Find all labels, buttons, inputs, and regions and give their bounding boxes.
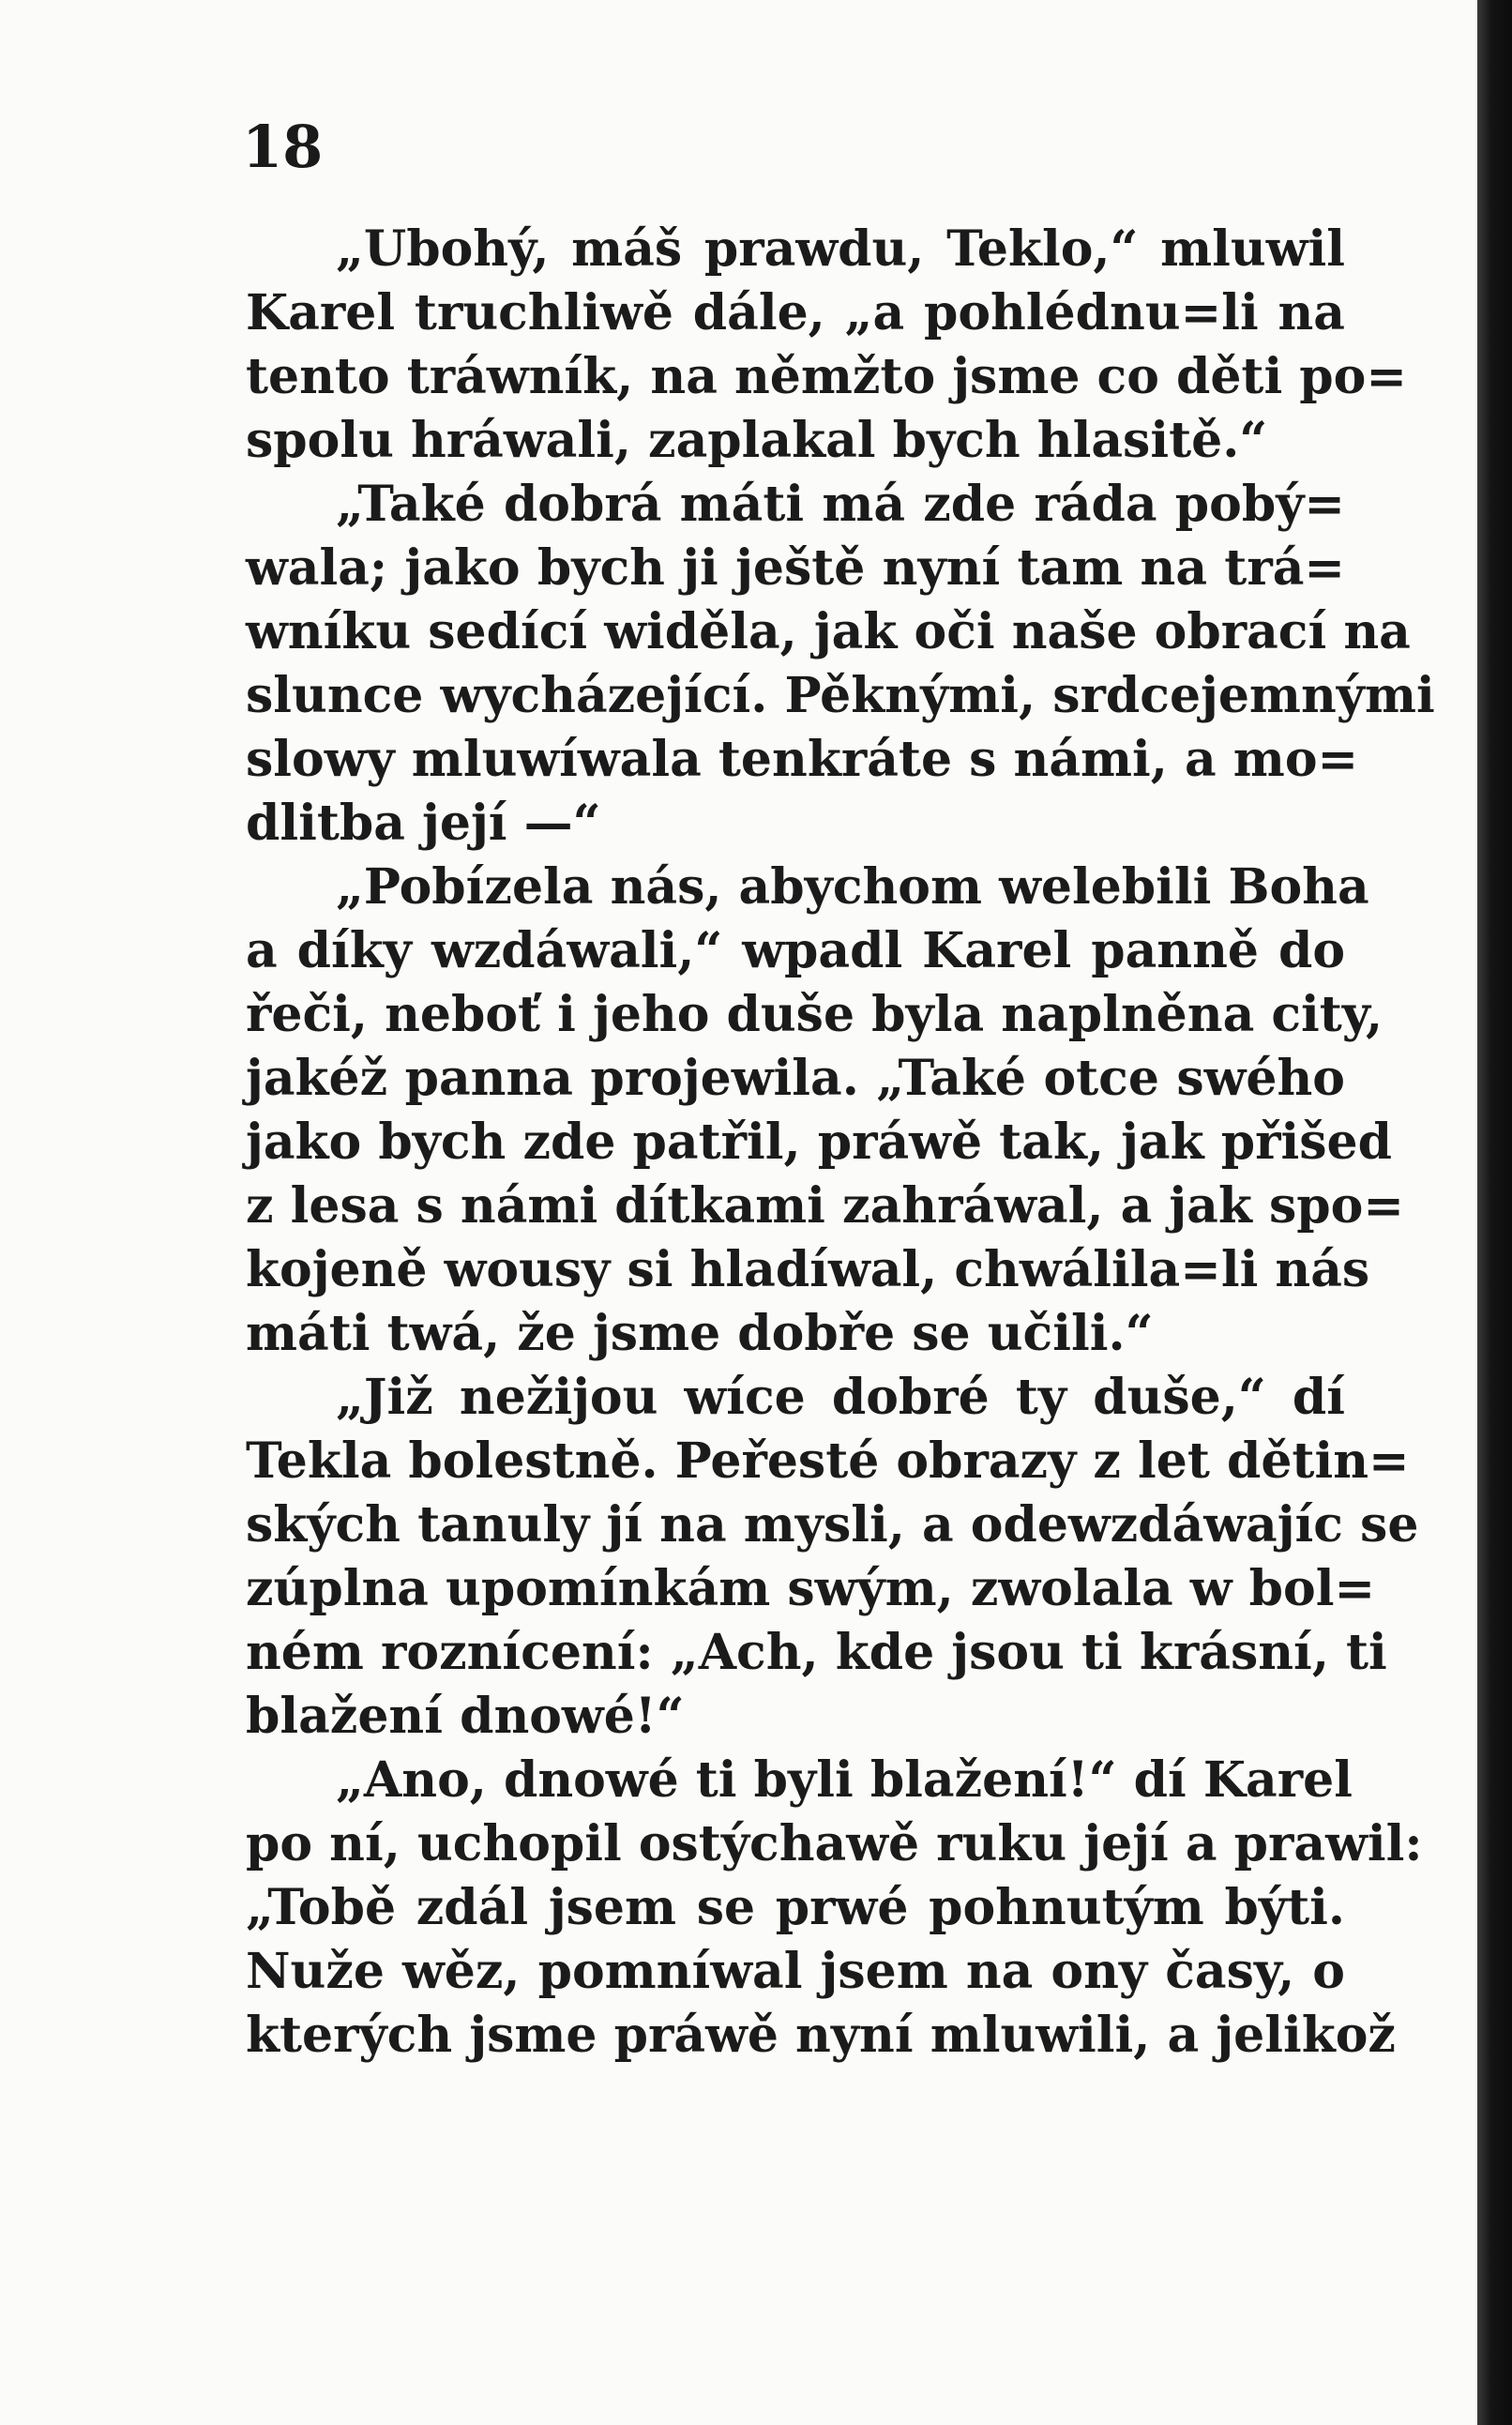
page-edge-shadow [1477,0,1512,2425]
text-line: spolu hráwali, zaplakal bych hlasitě.“ [246,412,1268,469]
text-line: z lesa s námi dítkami zahráwal, a jak spo= [246,1177,1404,1235]
text-line: jakéž panna projewila. „Také otce swého [246,1050,1345,1107]
text-line: zúplna upomínkám swým, zwolala w bol= [246,1560,1376,1617]
text-line: slunce wycházející. Pěknými, srdcejemnými [246,667,1435,724]
text-line: máti twá, že jsme dobře se učili.“ [246,1305,1154,1362]
page-text [246,218,1435,2068]
text-line: Karel truchliwě dále, „a pohlédnu=li na [246,284,1345,341]
text-line: ských tanuly jí na mysli, a odewzdáwajíc se [246,1496,1419,1554]
text-line: dlitba její —“ [246,795,601,852]
text-line: wníku sedící widěla, jak oči naše obrací na [246,603,1411,660]
text-line: „Pobízela nás, abychom welebili Boha [336,858,1369,916]
text-line: po ní, uchopil ostýchawě ruku její a prawil: [246,1815,1423,1872]
text-line: blažení dnowé!“ [246,1688,685,1745]
text-line: „Ano, dnowé ti byli blažení!“ dí Karel [336,1751,1353,1809]
text-line: „Také dobrá máti má zde ráda pobý= [336,476,1345,533]
text-line: Tekla bolestně. Peřesté obrazy z let dětin= [246,1432,1410,1490]
text-line: „Tobě zdál jsem se prwé pohnutým býti. [246,1879,1345,1936]
text-line: slowy mluwíwala tenkráte s námi, a mo= [246,731,1359,788]
text-line: ném roznícení: „Ach, kde jsou ti krásní, ti [246,1624,1387,1681]
text-line: kterých jsme práwě nyní mluwili, a jelikož [246,2007,1396,2064]
text-line: řeči, neboť i jeho duše byla naplněna city, [246,986,1383,1043]
page-number: 18 [242,113,324,181]
text-line: „Ubohý, máš prawdu, Teklo,“ mluwil [336,220,1345,278]
text-line: a díky wzdáwali,“ wpadl Karel panně do [246,922,1345,979]
text-line: wala; jako bych ji ještě nyní tam na trá= [246,539,1345,597]
text-line: kojeně wousy si hladíwal, chwálila=li nás [246,1241,1370,1298]
text-line: „Již nežijou wíce dobré ty duše,“ dí [336,1369,1345,1426]
text-line: tento tráwník, na němžto jsme co děti po= [246,348,1407,405]
text-line: Nuže wěz, pomníwal jsem na ony časy, o [246,1943,1345,2000]
text-line: jako bych zde patřil, práwě tak, jak přišed [246,1114,1392,1171]
